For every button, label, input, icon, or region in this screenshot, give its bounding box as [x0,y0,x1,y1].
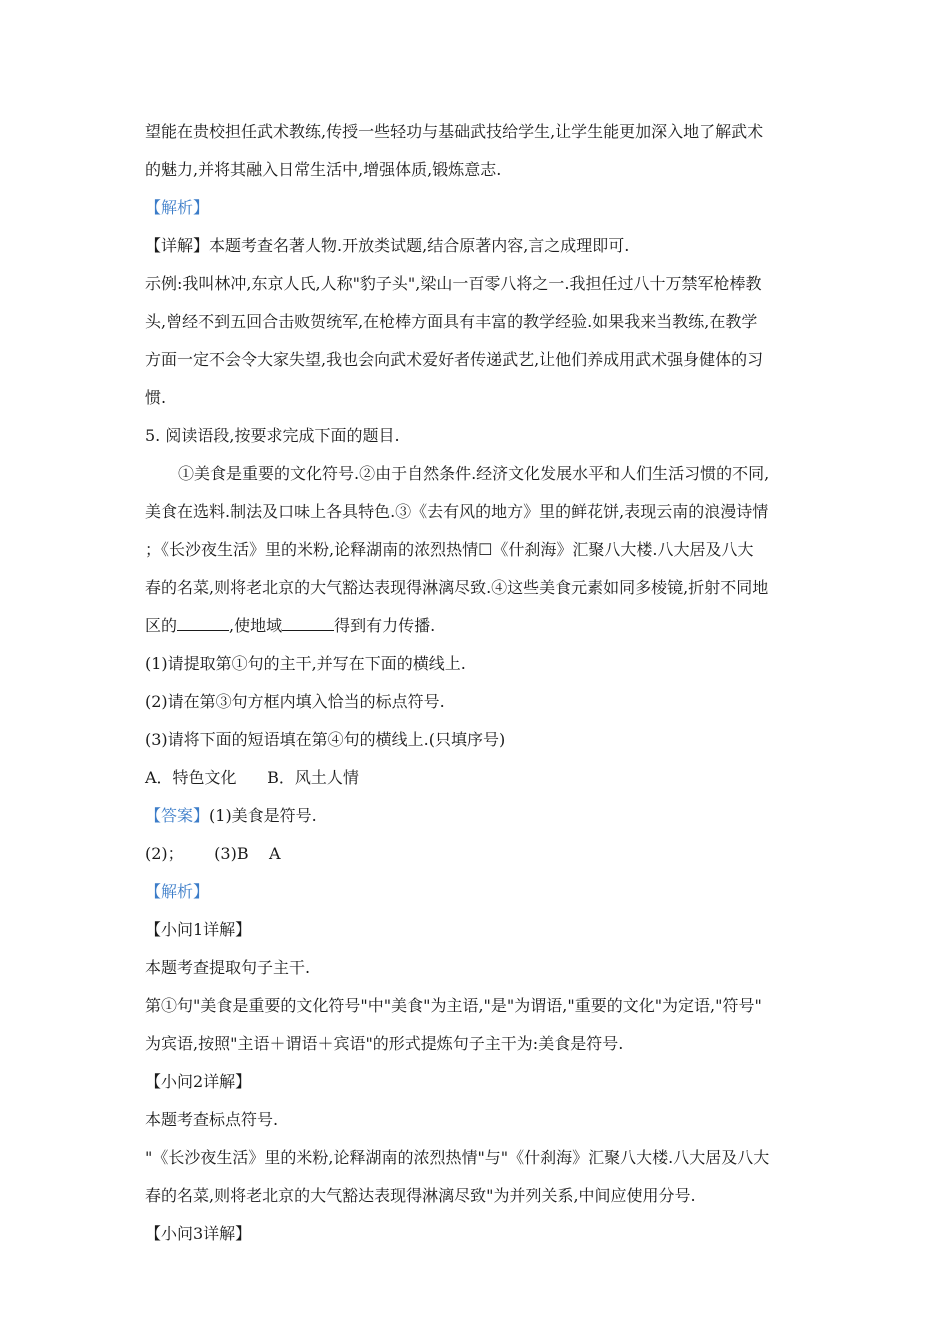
answer-text: (1)美食是符号. [209,806,317,825]
sub-question-3: (3)请将下面的短语填在第④句的横线上.(只填序号) [145,730,506,749]
passage-text: 得到有力传播. [334,616,436,635]
passage-text: ,使地域 [229,616,283,635]
passage-line: ；《长沙夜生活》里的米粉,论释湖南的浓烈热情☐《什刹海》汇聚八大楼.八大居及八大 [145,540,754,559]
detail-line [145,234,629,258]
passage-line: 春的名菜,则将老北京的大气豁达表现得淋漓尽致.④这些美食元素如同多棱镜,折射不同地 [145,578,769,597]
analysis-line: 第①句"美食是重要的文化符号"中"美食"为主语,"是"为谓语,"重要的文化"为定语,"符号" [145,996,762,1015]
sub-question-1: (1)请提取第①句的主干,并写在下面的横线上. [145,654,466,673]
example-line: 头,曾经不到五回合击败贺统军,在枪棒方面具有丰富的教学经验.如果我来当教练,在教学 [145,312,758,331]
question-title: 5. 阅读语段,按要求完成下面的题目. [145,426,400,445]
analysis-line: 为宾语,按照"主语＋谓语＋宾语"的形式提炼句子主干为:美食是符号. [145,1034,624,1053]
passage-text: 区的 [145,616,178,635]
paragraph-line: 望能在贵校担任武术教练,传授一些轻功与基础武技给学生,让学生能更加深入地了解武术 [145,122,764,141]
sub-question-2: (2)请在第③句方框内填入恰当的标点符号. [145,692,445,711]
paragraph-line: 的魅力,并将其融入日常生活中,增强体质,锻炼意志. [145,160,502,179]
analysis-line: "《长沙夜生活》里的米粉,论释湖南的浓烈热情"与"《什刹海》汇聚八大楼.八大居及八大 [145,1148,770,1167]
passage-line: 美食在选料.制法及口味上各具特色.③《去有风的地方》里的鲜花饼,表现云南的浪漫诗情 [145,502,769,521]
answer-line [145,804,317,828]
passage-line [145,614,435,638]
passage-line: ①美食是重要的文化符号.②由于自然条件.经济文化发展水平和人们生活习惯的不同, [178,464,770,483]
analysis-line: 本题考查提取句子主干. [145,958,311,977]
sub-heading-1: 【小问1详解】 [145,920,252,939]
analysis-line: 春的名菜,则将老北京的大气豁达表现得淋漓尽致"为并列关系,中间应使用分号. [145,1186,696,1205]
sub-heading-2: 【小问2详解】 [145,1072,252,1091]
fill-blank-1 [177,616,229,631]
answer-options: A．特色文化 B．风土人情 [145,768,359,787]
detail-text: 本题考查名著人物.开放类试题,结合原著内容,言之成理即可. [209,236,630,255]
example-line: 示例:我叫林冲,东京人氏,人称"豹子头",梁山一百零八将之一.我担任过八十万禁军枪棒教 [145,274,762,293]
answer-line: (2)； (3)B A [145,844,281,863]
section-heading-jiexi: 【解析】 [145,198,210,217]
detail-tag: 【详解】 [145,236,210,255]
answer-tag: 【答案】 [145,806,210,825]
fill-blank-2 [282,616,334,631]
example-line: 方面一定不会令大家失望,我也会向武术爱好者传递武艺,让他们养成用武术强身健体的习 [145,350,764,369]
sub-heading-3: 【小问3详解】 [145,1224,252,1243]
analysis-line: 本题考查标点符号. [145,1110,279,1129]
example-line: 惯. [145,388,167,407]
section-heading-jiexi: 【解析】 [145,882,210,901]
